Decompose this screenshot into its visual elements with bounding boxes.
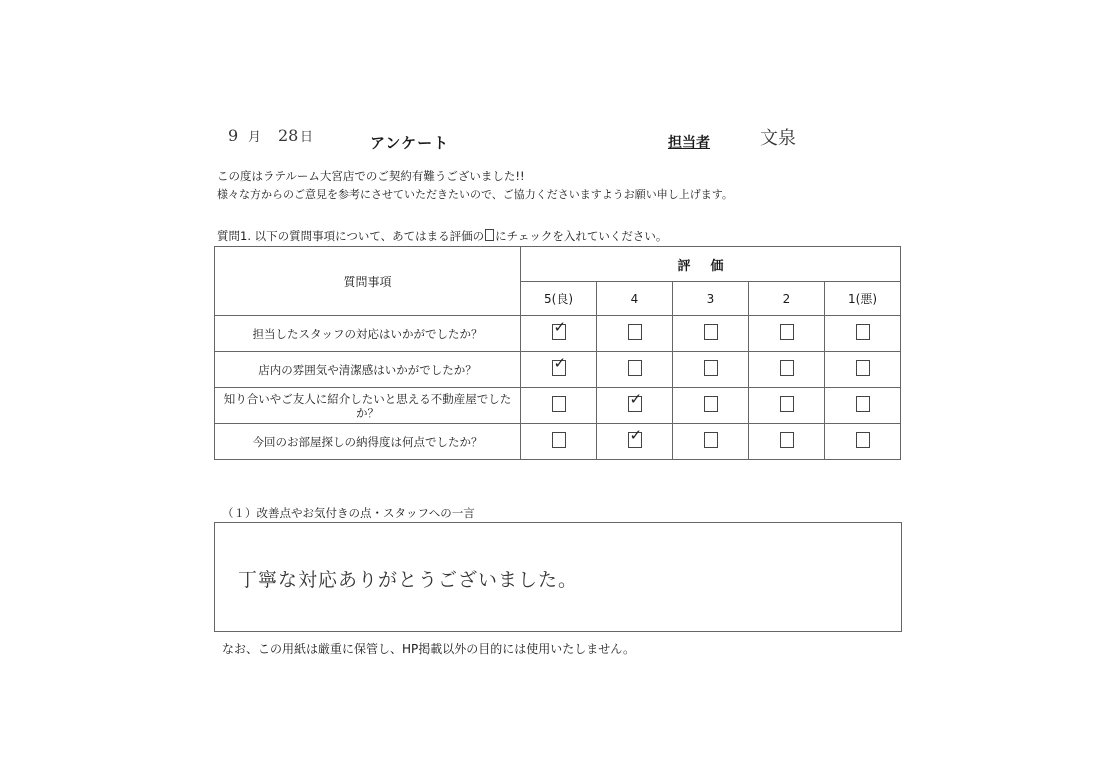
- scale-label-1: 1(悪): [825, 282, 901, 316]
- question-text: 知り合いやご友人に紹介したいと思える不動産屋でしたか？: [215, 388, 521, 424]
- rating-cell: [521, 316, 597, 352]
- intro-line-2: 様々な方からのご意見を参考にさせていただきたいので、ご協力くださいますようお願い申し上げます。: [217, 188, 733, 201]
- scale-label-4: 4: [597, 282, 673, 316]
- question-heading: [217, 228, 667, 244]
- rating-checkbox[interactable]: [628, 425, 643, 448]
- staff-label: 担当者: [668, 135, 710, 151]
- date-day-unit: 日: [300, 130, 314, 145]
- scale-label-5: 5(良): [521, 282, 597, 316]
- comment-heading: （１）改善点やお気付きの点・スタッフへの一言: [222, 506, 475, 520]
- rating-cell: [825, 388, 901, 424]
- evaluation-table: [214, 246, 901, 460]
- rating-checkbox[interactable]: [628, 360, 642, 376]
- question-heading-after: にチェックを入れていください。: [495, 229, 668, 243]
- rating-cell: [521, 388, 597, 424]
- comment-text: 丁寧な対応ありがとうございました。: [238, 569, 579, 591]
- rating-cell: [825, 352, 901, 388]
- rating-cell: [749, 316, 825, 352]
- rating-cell: [673, 352, 749, 388]
- column-header-eval: 評価: [521, 247, 901, 282]
- rating-cell: [673, 316, 749, 352]
- rating-checkbox[interactable]: [628, 389, 643, 412]
- rating-cell: [749, 388, 825, 424]
- checkbox-glyph-icon: [485, 229, 494, 241]
- date-day: 28: [278, 126, 299, 145]
- question-heading-before: 質問1. 以下の質問事項について、あてはまる評価の: [217, 229, 485, 243]
- rating-cell: [521, 352, 597, 388]
- rating-cell: [597, 352, 673, 388]
- table-row: [215, 316, 901, 352]
- question-text: 店内の雰囲気や清潔感はいかがでしたか？: [215, 352, 521, 388]
- rating-checkbox[interactable]: [704, 360, 718, 376]
- rating-checkbox[interactable]: [704, 396, 718, 412]
- rating-checkbox[interactable]: [856, 432, 870, 448]
- rating-checkbox[interactable]: [704, 324, 718, 340]
- rating-checkbox[interactable]: [628, 324, 642, 340]
- rating-cell: [749, 424, 825, 460]
- check-mark-icon: ✓: [553, 353, 567, 372]
- check-mark-icon: ✓: [629, 389, 643, 408]
- date-month-unit: 月: [248, 130, 262, 145]
- question-text: 担当したスタッフの対応はいかがでしたか？: [215, 316, 521, 352]
- rating-checkbox[interactable]: [552, 353, 567, 376]
- check-mark-icon: ✓: [553, 317, 567, 336]
- scale-label-3: 3: [673, 282, 749, 316]
- survey-title: アンケート: [370, 134, 450, 152]
- rating-checkbox[interactable]: [856, 360, 870, 376]
- rating-checkbox[interactable]: [552, 317, 567, 340]
- rating-cell: [597, 316, 673, 352]
- rating-checkbox[interactable]: [780, 432, 794, 448]
- rating-cell: [825, 424, 901, 460]
- rating-checkbox[interactable]: [704, 432, 718, 448]
- scale-label-2: 2: [749, 282, 825, 316]
- rating-checkbox[interactable]: [780, 396, 794, 412]
- table-row: [215, 388, 901, 424]
- rating-cell: [521, 424, 597, 460]
- date-month: 9: [228, 126, 239, 145]
- table-row: [215, 424, 901, 460]
- rating-checkbox[interactable]: [552, 432, 566, 448]
- rating-cell: [597, 424, 673, 460]
- column-header-item: 質問事項: [215, 247, 521, 316]
- rating-checkbox[interactable]: [552, 396, 566, 412]
- rating-cell: [597, 388, 673, 424]
- rating-checkbox[interactable]: [856, 396, 870, 412]
- rating-checkbox[interactable]: [856, 324, 870, 340]
- rating-cell: [749, 352, 825, 388]
- staff-name: 文泉: [760, 128, 796, 149]
- survey-date: [228, 126, 313, 145]
- intro-line-1: この度はラテルーム大宮店でのご契約有難うございました!!: [217, 169, 525, 183]
- rating-cell: [825, 316, 901, 352]
- check-mark-icon: ✓: [629, 425, 643, 444]
- table-row: [215, 352, 901, 388]
- question-text: 今回のお部屋探しの納得度は何点でしたか？: [215, 424, 521, 460]
- rating-cell: [673, 388, 749, 424]
- rating-checkbox[interactable]: [780, 324, 794, 340]
- rating-cell: [673, 424, 749, 460]
- footer-note: なお、この用紙は厳重に保管し、HP掲載以外の目的には使用いたしません。: [222, 642, 635, 656]
- rating-checkbox[interactable]: [780, 360, 794, 376]
